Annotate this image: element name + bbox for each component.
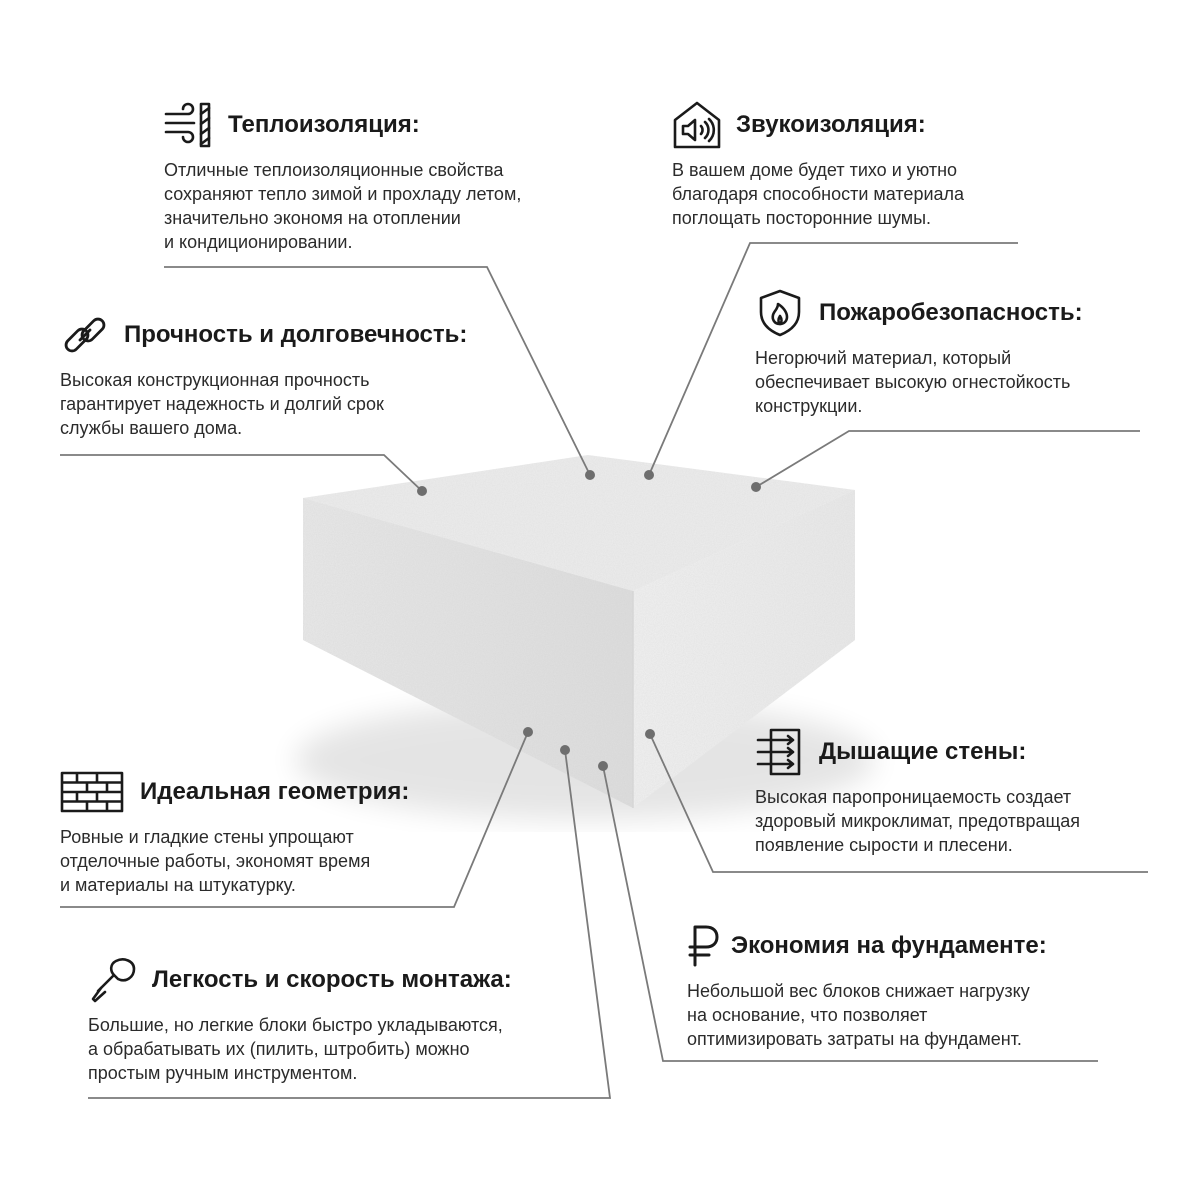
feature-description: Небольшой вес блоков снижает нагрузку на основание, что позволяет оптимизировать затраты на фундамент. [687, 981, 1030, 1049]
callout-strength-line [60, 455, 422, 491]
feature-breathing [755, 727, 1080, 857]
feature-title: Дышащие стены: [819, 738, 1027, 765]
feature-title: Идеальная геометрия: [140, 778, 410, 805]
feature-geometry [60, 767, 409, 897]
feature-fire [755, 288, 1083, 418]
feature-title: Пожаробезопасность: [819, 299, 1083, 326]
trowel-icon [88, 955, 138, 1005]
feature-description: Отличные теплоизоляционные свойства сохраняют тепло зимой и прохладу летом, значительно экономя на отоплении и кондиционировании. [164, 160, 522, 252]
feature-description: Большие, но легкие блоки быстро укладываются, а обрабатывать их (пилить, штробить) можно простым ручным инструментом. [88, 1015, 503, 1083]
chain-link-icon [60, 310, 110, 360]
callout-fire-dot [751, 482, 761, 492]
feature-foundation [687, 921, 1047, 1051]
callout-strength-dot [417, 486, 427, 496]
brick-wall-icon [60, 767, 124, 817]
wind-wall-icon [164, 100, 214, 150]
shield-flame-icon [755, 288, 805, 338]
feature-title: Теплоизоляция: [228, 111, 420, 138]
feature-description: Высокая конструкционная прочность гарантирует надежность и долгий срок службы вашего дома. [60, 370, 384, 438]
callout-mounting-dot [560, 745, 570, 755]
feature-description: Ровные и гладкие стены упрощают отделочные работы, экономят время и материалы на штукатурку. [60, 827, 371, 895]
feature-thermal [164, 100, 521, 254]
callout-geometry-dot [523, 727, 533, 737]
feature-description: В вашем доме будет тихо и уютно благодаря способности материала поглощать посторонние шумы. [672, 160, 965, 228]
ruble-icon [687, 921, 721, 971]
feature-mounting [88, 955, 512, 1085]
feature-title: Легкость и скорость монтажа: [152, 966, 512, 993]
callout-breathing-dot [645, 729, 655, 739]
feature-description: Негорючий материал, который обеспечивает высокую огнестойкость конструкции. [755, 348, 1071, 416]
house-speaker-icon [672, 100, 722, 150]
callout-fire-line [756, 431, 1140, 487]
feature-title: Прочность и долговечность: [124, 321, 468, 348]
feature-sound [672, 100, 964, 230]
callout-foundation-dot [598, 761, 608, 771]
breathing-wall-icon [755, 727, 805, 777]
feature-description: Высокая паропроницаемость создает здоровый микроклимат, предотвращая появление сырости и плесени. [755, 787, 1081, 855]
feature-title: Экономия на фундаменте: [731, 932, 1047, 959]
feature-strength [60, 310, 467, 440]
feature-title: Звукоизоляция: [736, 111, 926, 138]
callout-sound-dot [644, 470, 654, 480]
callout-thermal-dot [585, 470, 595, 480]
